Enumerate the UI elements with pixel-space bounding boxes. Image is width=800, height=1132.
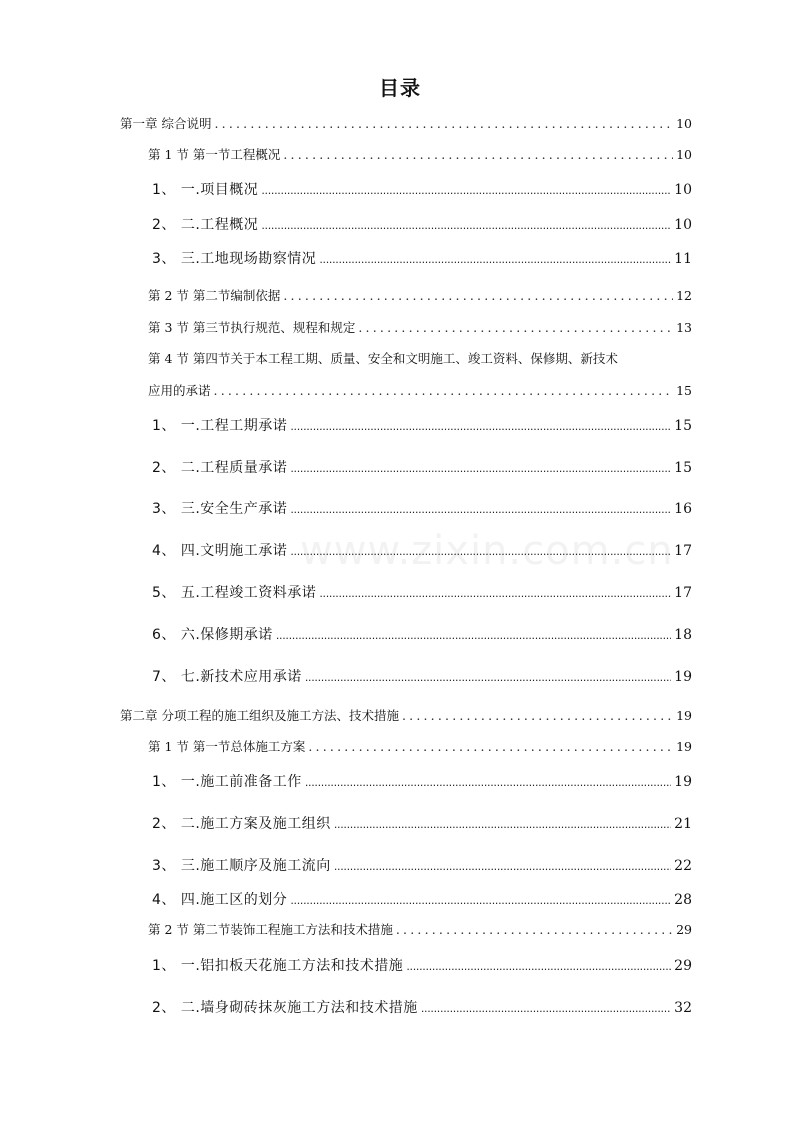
toc-entry-item[interactable] — [152, 179, 692, 199]
toc-page-number: 29 — [676, 922, 692, 937]
toc-page-number: 28 — [674, 892, 692, 908]
toc-entry-item[interactable] — [152, 889, 692, 909]
toc-page-number: 10 — [674, 217, 692, 233]
toc-entry-item[interactable] — [152, 540, 692, 560]
toc-entry-item[interactable] — [152, 997, 692, 1017]
toc-page-number: 12 — [676, 288, 692, 303]
toc-entry-text: 1、 一.施工前准备工作 — [152, 774, 302, 790]
toc-page-number: 21 — [674, 816, 692, 832]
toc-entry-text: 第 1 节 第一节工程概况 — [148, 147, 281, 162]
toc-entry-text: 4、 四.文明施工承诺 — [152, 543, 288, 559]
toc-entry-item[interactable] — [152, 214, 692, 234]
toc-entry-text: 第 3 节 第三节执行规范、规程和规定 — [148, 320, 356, 335]
dot-leader — [283, 288, 673, 303]
toc-page-number: 17 — [674, 585, 692, 601]
toc-entry-text: 1、 一.工程工期承诺 — [152, 418, 288, 434]
toc-entry-text: 7、 七.新技术应用承诺 — [152, 669, 302, 685]
toc-entry-text: 第 2 节 第二节装饰工程施工方法和技术措施 — [148, 922, 393, 937]
toc-entry-text: 6、 六.保修期承诺 — [152, 627, 273, 643]
dot-leader — [290, 462, 671, 475]
dot-leader — [290, 545, 671, 558]
toc-page-number: 22 — [674, 858, 692, 874]
toc-entry-text: 2、 二.施工方案及施工组织 — [152, 816, 331, 832]
toc-entry-section[interactable] — [148, 920, 692, 938]
dot-leader — [402, 708, 673, 723]
toc-entry-item[interactable] — [152, 666, 692, 686]
toc-page-number: 13 — [676, 320, 692, 335]
toc-entry-item[interactable] — [152, 813, 692, 833]
toc-entry-section[interactable] — [148, 381, 692, 399]
toc-page-number: 10 — [676, 116, 692, 131]
toc-page-number: 32 — [674, 1000, 692, 1016]
toc-entry-section-line1[interactable]: 第 4 节 第四节关于本工程工期、质量、安全和文明施工、竣工资料、保修期、新技术 — [148, 351, 618, 366]
toc-entry-text: 应用的承诺 — [148, 383, 211, 398]
toc-entry-text: 2、 二.墙身砌砖抹灰施工方法和技术措施 — [152, 1000, 418, 1016]
toc-entry-item[interactable] — [152, 415, 692, 435]
dot-leader — [308, 739, 673, 754]
dot-leader — [305, 671, 671, 684]
toc-entry-text: 第一章 综合说明 — [120, 116, 212, 131]
toc-page-number: 19 — [674, 669, 692, 685]
toc-page-number: 18 — [674, 627, 692, 643]
toc-entry-text: 第 1 节 第一节总体施工方案 — [148, 739, 306, 754]
toc-page-number: 10 — [674, 182, 692, 198]
toc-entry-text: 5、 五.工程竣工资料承诺 — [152, 585, 317, 601]
dot-leader — [334, 860, 671, 873]
dot-leader — [396, 922, 673, 937]
dot-leader — [406, 960, 671, 973]
toc-entry-text: 3、 三.安全生产承诺 — [152, 501, 288, 517]
toc-entry-section[interactable] — [148, 286, 692, 304]
toc-title: 目录 — [379, 76, 421, 100]
toc-page-number: 15 — [674, 418, 692, 434]
toc-page-number: 19 — [674, 774, 692, 790]
toc-entry-text: 第 2 节 第二节编制依据 — [148, 288, 281, 303]
toc-entry-section[interactable] — [148, 318, 692, 336]
toc-entry-item[interactable] — [152, 771, 692, 791]
dot-leader — [358, 320, 673, 335]
toc-entry-text: 3、 三.施工顺序及施工流向 — [152, 858, 331, 874]
toc-entry-item[interactable] — [152, 498, 692, 518]
toc-entry-text: 4、 四.施工区的划分 — [152, 892, 288, 908]
dot-leader — [261, 219, 671, 232]
toc-entry-item[interactable] — [152, 582, 692, 602]
toc-entry-item[interactable] — [152, 855, 692, 875]
dot-leader — [276, 629, 671, 642]
toc-page-number: 29 — [674, 958, 692, 974]
dot-leader — [214, 116, 673, 131]
dot-leader — [214, 383, 674, 398]
toc-entry-item[interactable] — [152, 624, 692, 644]
toc-entry-text: 2、 二.工程概况 — [152, 217, 259, 233]
dot-leader — [290, 503, 671, 516]
toc-entry-text: 第二章 分项工程的施工组织及施工方法、技术措施 — [120, 708, 399, 723]
toc-entry-text: 1、 一.铝扣板天花施工方法和技术措施 — [152, 958, 404, 974]
toc-page-number: 15 — [676, 383, 692, 398]
toc-page-number: 16 — [674, 501, 692, 517]
toc-entry-chapter-2[interactable] — [120, 706, 692, 724]
toc-entry-text: 2、 二.工程质量承诺 — [152, 460, 288, 476]
toc-entry-chapter-1[interactable] — [120, 114, 692, 132]
watermark: www.zixin.com.cn — [300, 528, 674, 574]
toc-entry-text: 1、 一.项目概况 — [152, 182, 259, 198]
toc-entry-item[interactable] — [152, 457, 692, 477]
toc-entry-text: 3、 三.工地现场勘察情况 — [152, 251, 317, 267]
toc-page-number: 11 — [674, 251, 692, 267]
toc-page-number: 19 — [676, 708, 692, 723]
dot-leader — [261, 184, 671, 197]
dot-leader — [334, 818, 671, 831]
dot-leader — [319, 587, 671, 600]
toc-page-number: 17 — [674, 543, 692, 559]
dot-leader — [305, 776, 671, 789]
toc-entry-item[interactable] — [152, 955, 692, 975]
toc-page-number: 19 — [676, 739, 692, 754]
dot-leader — [290, 420, 671, 433]
dot-leader — [421, 1002, 671, 1015]
toc-entry-section[interactable] — [148, 737, 692, 755]
dot-leader — [283, 147, 673, 162]
toc-entry-item[interactable] — [152, 248, 692, 268]
dot-leader — [290, 894, 671, 907]
toc-page-number: 10 — [676, 147, 692, 162]
toc-page-number: 15 — [674, 460, 692, 476]
toc-entry-section[interactable] — [148, 145, 692, 163]
dot-leader — [319, 253, 671, 266]
